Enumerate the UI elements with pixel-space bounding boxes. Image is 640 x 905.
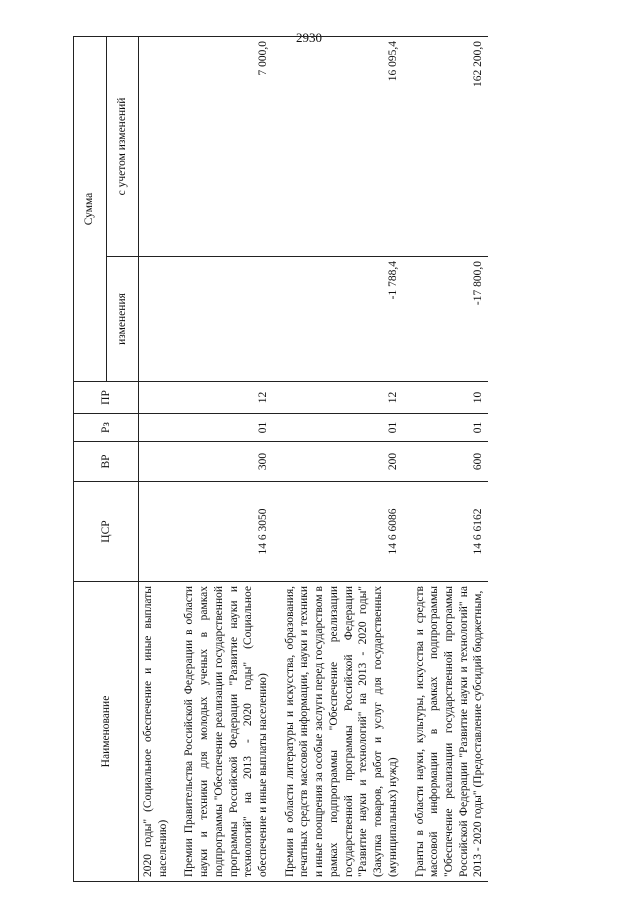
row-pr: 10 — [403, 382, 489, 414]
row-name: 2020 годы" (Социальное обеспечение и иные выплаты населению) — [139, 582, 173, 882]
row-rz: 01 — [273, 414, 403, 442]
header-sum: Сумма — [74, 36, 107, 381]
row-csr: 14 6 6162 — [403, 482, 489, 582]
rotated-page — [73, 37, 593, 882]
row-pr: 12 — [273, 382, 403, 414]
row-name: Премии Правительства Российской Федерации в области науки и техники для молодых ученых в рамках подпрограммы "Обеспечение реализации государственной программы Российской Федерации "Развитие науки и технологий" на 2013 - 2020 годы" (Социальное обеспечение и иные выплаты населению) — [172, 582, 272, 882]
header-csr: ЦСР — [74, 482, 139, 582]
budget-table — [73, 36, 488, 882]
row-csr: 14 6 6086 — [273, 482, 403, 582]
header-vr: ВР — [74, 442, 139, 482]
row-name: Премии в области литературы и искусства, образования, печатных средств массовой информации, науки и техники и иные поощрения за особые заслуги перед государством в рамках подпрограммы "Обеспечение реализации государственной программы Российской Федерации "Развитие науки и технологий" на 2013 - 2020 годы" (Закупка товаров, работ и услуг для государственных (муниципальных) нужд) — [273, 582, 403, 882]
header-name: Наименование — [74, 582, 139, 882]
row-total: 162 200,0 — [403, 36, 489, 256]
row-total: 16 095,4 — [273, 36, 403, 256]
table-row — [172, 36, 272, 881]
row-pr: 12 — [172, 382, 272, 414]
row-total: 7 000,0 — [172, 36, 272, 256]
row-rz: 01 — [172, 414, 272, 442]
page-number: 2930 — [296, 30, 322, 45]
table-body — [139, 36, 489, 881]
row-vr — [139, 442, 173, 482]
row-csr — [139, 482, 173, 582]
row-vr: 300 — [172, 442, 272, 482]
row-vr: 200 — [273, 442, 403, 482]
table-row — [403, 36, 489, 881]
row-rz — [139, 414, 173, 442]
header-with-change: с учетом изменений — [106, 36, 139, 256]
header-pr: ПР — [74, 382, 139, 414]
row-change — [139, 257, 173, 382]
table-header — [74, 36, 139, 881]
table-row — [273, 36, 403, 881]
row-total — [139, 36, 173, 256]
row-vr: 600 — [403, 442, 489, 482]
header-change: изменения — [106, 257, 139, 382]
row-change: -17 800,0 — [403, 257, 489, 382]
row-csr: 14 6 3050 — [172, 482, 272, 582]
row-change — [172, 257, 272, 382]
table-row — [139, 36, 173, 881]
row-pr — [139, 382, 173, 414]
row-rz: 01 — [403, 414, 489, 442]
header-rz: Рз — [74, 414, 139, 442]
row-change: -1 788,4 — [273, 257, 403, 382]
row-name: Гранты в области науки, культуры, искусства и средств массовой информации в рамках подпрограммы "Обеспечение реализации государственной программы Российской Федерации "Развитие науки и технологий" на 2013 - 2020 годы" (Предоставление субсидий бюджетным, — [403, 582, 489, 882]
